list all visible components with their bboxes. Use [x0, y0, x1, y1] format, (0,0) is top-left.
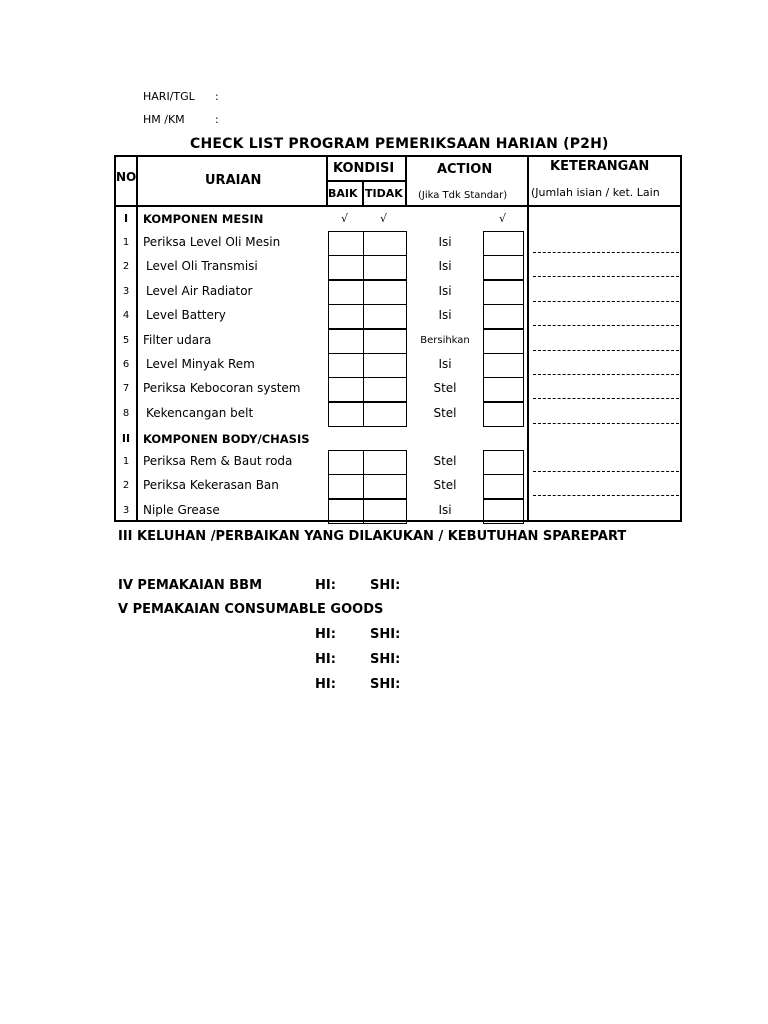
action-checkbox[interactable] [483, 280, 524, 305]
divider-no [136, 155, 138, 522]
keterangan-line[interactable] [533, 520, 679, 521]
check-mark-baik: √ [341, 212, 349, 225]
tidak-checkbox[interactable] [363, 450, 407, 475]
section-5-label: V PEMAKAIAN CONSUMABLE GOODS [118, 602, 384, 617]
action-text: Isi [438, 235, 452, 249]
consumable-shi-2: SHI: [370, 652, 401, 667]
action-checkbox[interactable] [483, 329, 524, 354]
consumable-shi-1: SHI: [370, 627, 401, 642]
keterangan-line[interactable] [533, 350, 679, 351]
row-number: 3 [122, 285, 130, 297]
consumable-hi-2: HI: [315, 652, 336, 667]
keterangan-line[interactable] [533, 276, 679, 277]
keterangan-line[interactable] [533, 252, 679, 253]
row-number: 2 [122, 261, 130, 273]
action-text: Isi [438, 308, 452, 323]
consumable-shi-3: SHI: [370, 677, 401, 692]
row-label: Level Oli Transmisi [146, 259, 258, 274]
baik-checkbox[interactable] [328, 499, 364, 524]
action-checkbox[interactable] [483, 377, 524, 402]
tidak-checkbox[interactable] [363, 280, 407, 305]
action-checkbox[interactable] [483, 231, 524, 256]
tidak-checkbox[interactable] [363, 304, 407, 329]
action-checkbox[interactable] [483, 450, 524, 475]
row-number: 2 [122, 480, 130, 492]
row-number: 7 [122, 383, 130, 395]
check-mark-tidak: √ [380, 212, 388, 225]
tidak-checkbox[interactable] [363, 499, 407, 524]
tidak-checkbox[interactable] [363, 353, 407, 378]
hm-km-colon: : [215, 113, 219, 126]
keterangan-line[interactable] [533, 423, 679, 424]
row-number: 1 [122, 456, 130, 467]
col-keterangan-sub: (Jumlah isian / ket. Lain [531, 186, 660, 199]
col-no-header: NO [116, 170, 137, 184]
row-number: 8 [122, 407, 130, 419]
baik-checkbox[interactable] [328, 231, 364, 256]
section-3-line: III KELUHAN /PERBAIKAN YANG DILAKUKAN / KEBUTUHAN SPAREPART [118, 529, 627, 544]
row-number: 1 [122, 237, 130, 248]
row-label: Periksa Kebocoran system [143, 381, 301, 396]
tidak-checkbox[interactable] [363, 255, 407, 280]
section-2-label: KOMPONEN BODY/CHASIS [143, 432, 310, 446]
action-text: Stel [433, 381, 457, 396]
action-text: Stel [433, 454, 457, 468]
bbm-hi-label: HI: [315, 578, 336, 593]
divider-baik-tidak-head [362, 181, 364, 207]
row-label: Filter udara [143, 332, 212, 347]
action-text: Stel [433, 405, 457, 420]
kondisi-subdivider [326, 180, 406, 182]
action-checkbox[interactable] [483, 499, 524, 524]
col-keterangan-header: KETERANGAN [550, 159, 650, 174]
row-number: 3 [122, 504, 130, 516]
keterangan-line[interactable] [533, 301, 679, 302]
baik-checkbox[interactable] [328, 474, 364, 499]
col-kondisi-header: KONDISI [333, 161, 395, 176]
row-label: Niple Grease [143, 502, 220, 517]
keterangan-line[interactable] [533, 398, 679, 399]
action-text: Isi [438, 283, 452, 298]
baik-checkbox[interactable] [328, 329, 364, 354]
bbm-shi-label: SHI: [370, 578, 401, 593]
row-label: Level Minyak Rem [146, 357, 255, 371]
consumable-hi-1: HI: [315, 627, 336, 642]
col-baik-header: BAIK [328, 187, 358, 200]
action-text: Isi [438, 259, 452, 274]
check-mark-action: √ [499, 212, 507, 225]
tidak-checkbox[interactable] [363, 377, 407, 402]
tidak-checkbox[interactable] [363, 231, 407, 256]
row-label: Level Air Radiator [146, 283, 253, 298]
row-label: Periksa Level Oli Mesin [143, 235, 281, 249]
action-checkbox[interactable] [483, 353, 524, 378]
row-label: Periksa Kekerasan Ban [143, 478, 279, 493]
baik-checkbox[interactable] [328, 450, 364, 475]
baik-checkbox[interactable] [328, 353, 364, 378]
action-checkbox[interactable] [483, 474, 524, 499]
action-text: Bersihkan [420, 334, 470, 346]
baik-checkbox[interactable] [328, 377, 364, 402]
baik-checkbox[interactable] [328, 304, 364, 329]
row-label: Level Battery [146, 308, 226, 323]
col-action-sub: (Jika Tdk Standar) [418, 190, 508, 201]
keterangan-line[interactable] [533, 471, 679, 472]
keterangan-line[interactable] [533, 374, 679, 375]
page-title: CHECK LIST PROGRAM PEMERIKSAAN HARIAN (P2H) [190, 136, 609, 152]
action-checkbox[interactable] [483, 402, 524, 427]
section-1-no: I [123, 212, 129, 225]
baik-checkbox[interactable] [328, 402, 364, 427]
row-number: 5 [122, 334, 130, 346]
action-text: Stel [433, 478, 457, 493]
tidak-checkbox[interactable] [363, 329, 407, 354]
hm-km-label: HM /KM [143, 113, 185, 126]
action-text: Isi [438, 357, 452, 371]
consumable-hi-3: HI: [315, 677, 336, 692]
row-label: Periksa Rem & Baut roda [143, 454, 293, 468]
baik-checkbox[interactable] [328, 280, 364, 305]
baik-checkbox[interactable] [328, 255, 364, 280]
divider-action [527, 155, 529, 522]
tidak-checkbox[interactable] [363, 474, 407, 499]
section-4-label: IV PEMAKAIAN BBM [118, 578, 263, 593]
section-2-no: II [121, 432, 131, 445]
keterangan-line[interactable] [533, 325, 679, 326]
col-action-header: ACTION [437, 162, 493, 177]
keterangan-line[interactable] [533, 495, 679, 496]
section-1-label: KOMPONEN MESIN [143, 212, 264, 226]
action-checkbox[interactable] [483, 304, 524, 329]
action-text: Isi [438, 502, 452, 517]
hari-tgl-label: HARI/TGL [143, 90, 195, 103]
col-tidak-header: TIDAK [365, 187, 403, 200]
row-number: 4 [122, 310, 130, 322]
hari-tgl-colon: : [215, 90, 219, 103]
action-checkbox[interactable] [483, 255, 524, 280]
tidak-checkbox[interactable] [363, 402, 407, 427]
col-uraian-header: URAIAN [205, 173, 262, 188]
row-label: Kekencangan belt [146, 405, 254, 420]
row-number: 6 [122, 359, 130, 370]
header-bottom-line [114, 205, 682, 207]
